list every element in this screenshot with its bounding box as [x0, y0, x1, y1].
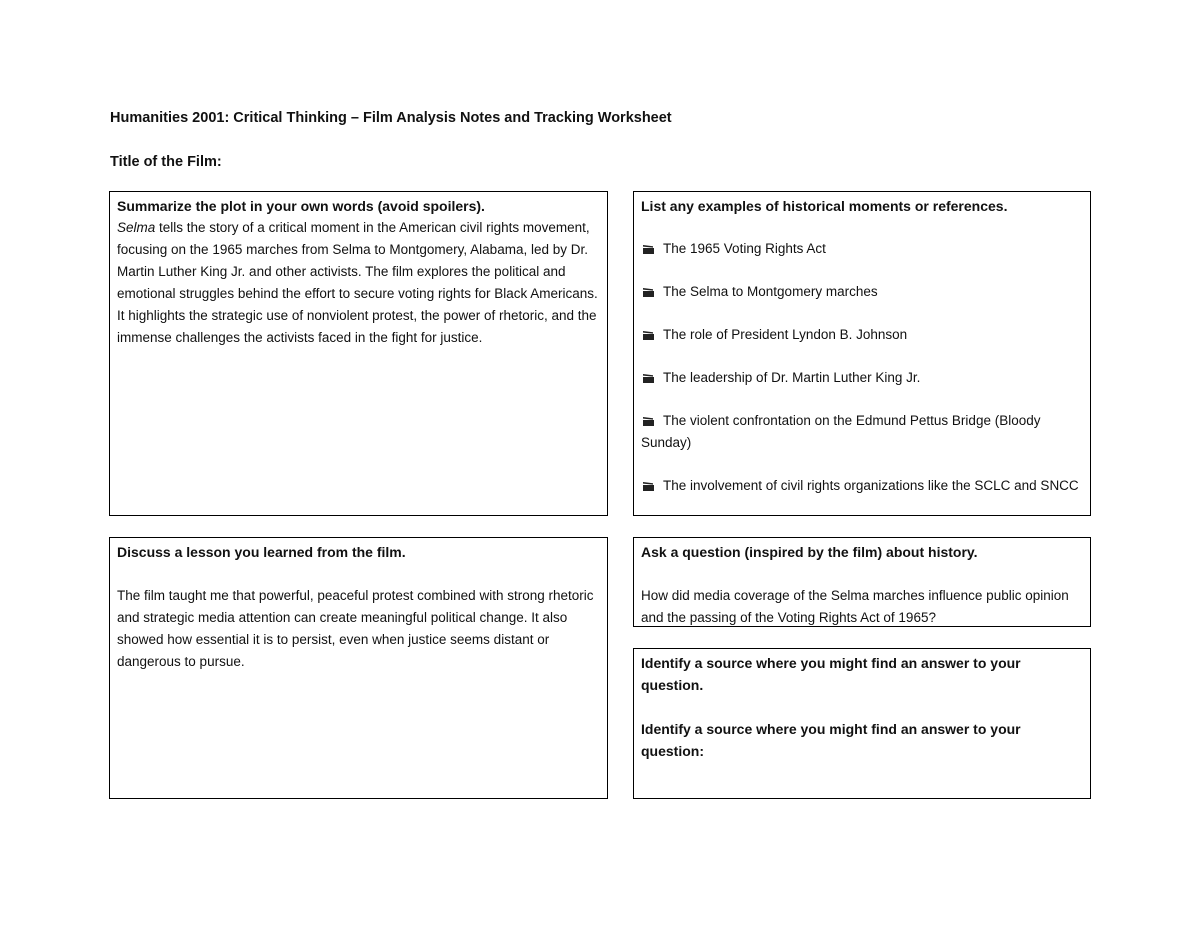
source-box	[633, 648, 1091, 799]
source-heading-secondary: Identify a source where you might find an answer to your question:	[641, 721, 1021, 759]
historical-reference-text: The violent confrontation on the Edmund Pettus Bridge (Bloody Sunday)	[641, 413, 1041, 450]
historical-reference-text: The involvement of civil rights organizations like the SCLC and SNCC	[663, 478, 1079, 493]
source-heading-primary: Identify a source where you might find an answer to your question.	[641, 655, 1021, 693]
historical-reference-text: The 1965 Voting Rights Act	[663, 241, 826, 256]
list-item	[641, 410, 1084, 454]
question-heading: Ask a question (inspired by the film) about history.	[641, 544, 978, 560]
historical-reference-text: The role of President Lyndon B. Johnson	[663, 327, 908, 342]
clapperboard-icon	[643, 288, 654, 297]
document-title: Humanities 2001: Critical Thinking – Film Analysis Notes and Tracking Worksheet	[110, 110, 672, 126]
historical-references-heading: List any examples of historical moments or references.	[641, 198, 1008, 214]
plot-summary-text: tells the story of a critical moment in the American civil rights movement, focusing on the 1965 marches from Selma to Montgomery, Alabama, led by Dr. Martin Luther King Jr. and other activists. The film explores the political and emotional struggles behind the effort to secure voting rights for Black Americans. It highlights the strategic use of nonviolent protest, the power of rhetoric, and the immense challenges the activists faced in the fight for justice.	[117, 220, 598, 345]
film-title-label: Title of the Film:	[110, 154, 222, 170]
plot-summary-box	[109, 191, 608, 516]
clapperboard-icon	[643, 482, 654, 491]
lesson-box	[109, 537, 608, 799]
clapperboard-icon	[643, 245, 654, 254]
list-item	[641, 475, 1084, 497]
lesson-heading: Discuss a lesson you learned from the film.	[117, 544, 406, 560]
film-name: Selma	[117, 220, 156, 235]
list-item	[641, 238, 1084, 260]
list-item	[641, 324, 1084, 346]
lesson-text: The film taught me that powerful, peaceful protest combined with strong rhetoric and strategic media attention can create meaningful political change. It also showed how essential it is to persist, even when justice seems distant or dangerous to pursue.	[117, 588, 594, 669]
historical-reference-text: The leadership of Dr. Martin Luther King Jr.	[663, 370, 921, 385]
plot-summary-body	[117, 217, 601, 349]
historical-references-list	[641, 238, 1084, 497]
clapperboard-icon	[643, 374, 654, 383]
list-item	[641, 367, 1084, 389]
list-item	[641, 281, 1084, 303]
question-text: How did media coverage of the Selma marches influence public opinion and the passing of the Voting Rights Act of 1965?	[641, 588, 1069, 625]
question-box	[633, 537, 1091, 627]
plot-summary-heading: Summarize the plot in your own words (avoid spoilers).	[117, 198, 485, 214]
clapperboard-icon	[643, 417, 654, 426]
historical-reference-text: The Selma to Montgomery marches	[663, 284, 878, 299]
historical-references-box	[633, 191, 1091, 516]
clapperboard-icon	[643, 331, 654, 340]
